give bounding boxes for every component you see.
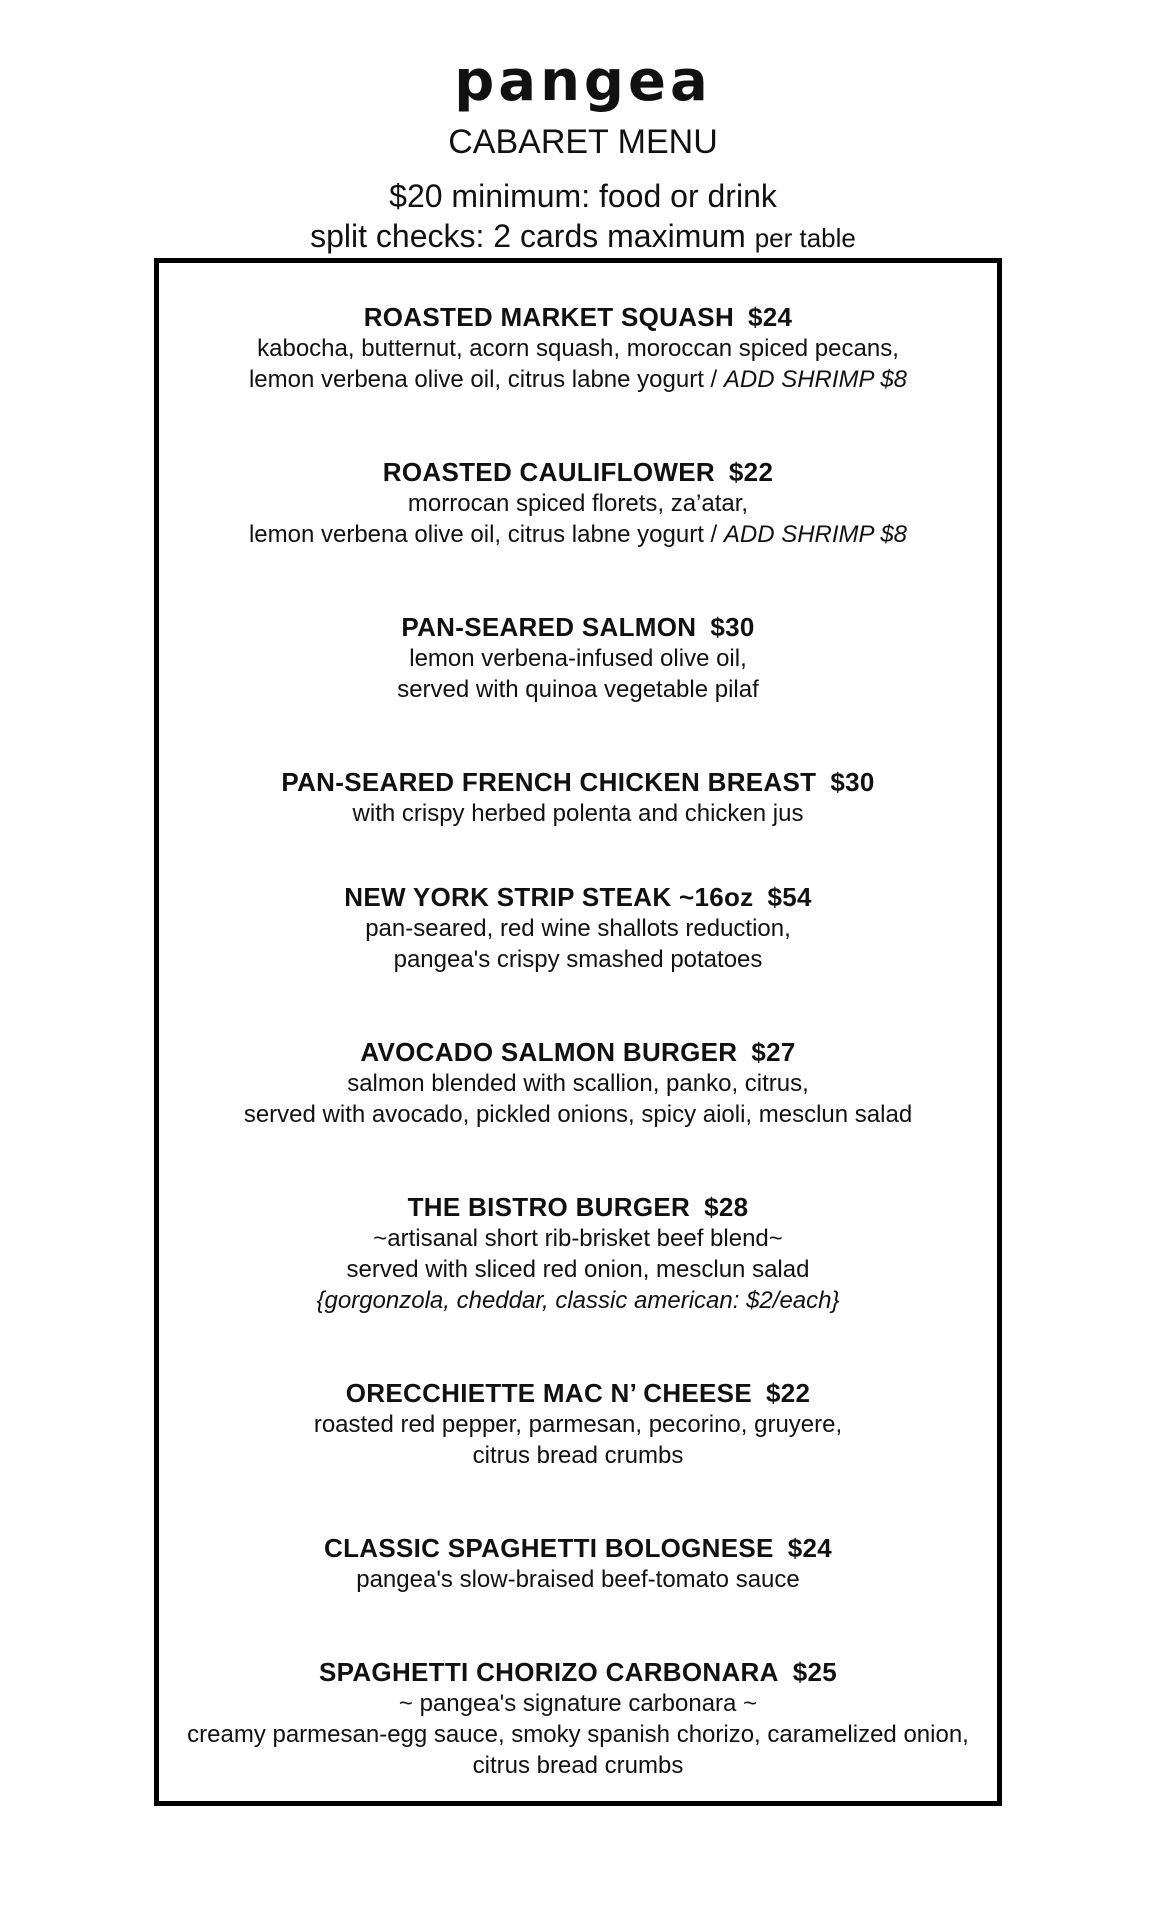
item-name: CLASSIC SPAGHETTI BOLOGNESE [324,1533,774,1563]
item-title [159,611,997,643]
item-price: $22 [728,457,774,487]
item-description: lemon verbena-infused olive oil, [409,645,747,672]
item-title [159,881,997,913]
menu-item [159,301,997,395]
item-title [159,1036,997,1068]
item-cheese-options: {gorgonzola, cheddar, classic american: $2/each} [316,1287,840,1314]
menu-item [159,881,997,975]
item-title [159,1377,997,1409]
menu-item [159,456,997,550]
item-description: roasted red pepper, parmesan, pecorino, gruyere, [313,1411,843,1438]
item-name: ORECCHIETTE MAC N’ CHEESE [345,1378,752,1408]
item-price: $30 [830,767,875,797]
item-name: PAN-SEARED SALMON [401,612,697,642]
split-check-suffix: per table [754,223,856,253]
item-title [159,1532,997,1564]
item-description: creamy parmesan-egg sauce, smoky spanish chorizo, caramelized onion, [187,1721,969,1748]
item-description: served with quinoa vegetable pilaf [397,676,759,703]
item-title [159,456,997,488]
item-description: with crispy herbed polenta and chicken jus [352,800,804,827]
menu-item [159,1656,997,1781]
item-description-text: lemon verbena olive oil, citrus labne yogurt / [248,366,724,393]
item-addon: ADD SHRIMP $8 [723,366,908,393]
brand-logo: pangea [454,49,712,114]
item-description: salmon blended with scallion, panko, citrus, [347,1070,809,1097]
item-title [159,766,997,798]
item-name: PAN-SEARED FRENCH CHICKEN BREAST [281,767,817,797]
item-price: $24 [748,302,793,332]
item-title [159,301,997,333]
item-description: citrus bread crumbs [472,1752,684,1779]
item-addon: ADD SHRIMP $8 [723,521,908,548]
menu-item [159,766,997,829]
item-description: citrus bread crumbs [472,1442,684,1469]
item-description-text: lemon verbena olive oil, citrus labne yogurt / [248,521,724,548]
item-name: ROASTED CAULIFLOWER [382,457,715,487]
item-title [159,1656,997,1688]
item-title [159,1191,997,1223]
menu-box [154,258,1002,1806]
item-description: kabocha, butternut, acorn squash, moroccan spiced pecans, [257,335,899,362]
item-description: served with sliced red onion, mesclun salad [346,1256,810,1283]
item-description: pangea's slow-braised beef-tomato sauce [356,1566,800,1593]
item-price: $25 [792,1657,837,1687]
item-price: $24 [787,1533,832,1563]
item-description-line [159,364,997,395]
item-name: NEW YORK STRIP STEAK ~16oz [344,882,754,912]
item-name: ROASTED MARKET SQUASH [363,302,735,332]
split-check-policy [0,216,1166,258]
item-name: THE BISTRO BURGER [407,1192,691,1222]
item-price: $27 [751,1037,796,1067]
item-name: SPAGHETTI CHORIZO CARBONARA [318,1657,779,1687]
item-description: served with avocado, pickled onions, spicy aioli, mesclun salad [243,1101,913,1128]
menu-item [159,611,997,705]
item-name: AVOCADO SALMON BURGER [360,1037,738,1067]
item-description: morrocan spiced florets, za’atar, [407,490,749,517]
minimum-policy: $20 minimum: food or drink [389,178,777,214]
item-description: pan-seared, red wine shallots reduction, [365,915,791,942]
item-price: $30 [710,612,755,642]
menu-subtitle: CABARET MENU [448,123,718,161]
item-description: pangea's crispy smashed potatoes [393,946,763,973]
menu-item [159,1377,997,1471]
item-price: $22 [765,1378,811,1408]
menu-item [159,1036,997,1130]
item-price: $28 [704,1192,749,1222]
item-description: ~ pangea's signature carbonara ~ [398,1690,758,1717]
menu-item [159,1532,997,1595]
split-check-text: split checks: 2 cards maximum [310,218,746,254]
item-description: ~artisanal short rib-brisket beef blend~ [373,1225,783,1252]
item-description-line [159,519,997,550]
menu-item [159,1191,997,1316]
item-price: $54 [767,882,812,912]
